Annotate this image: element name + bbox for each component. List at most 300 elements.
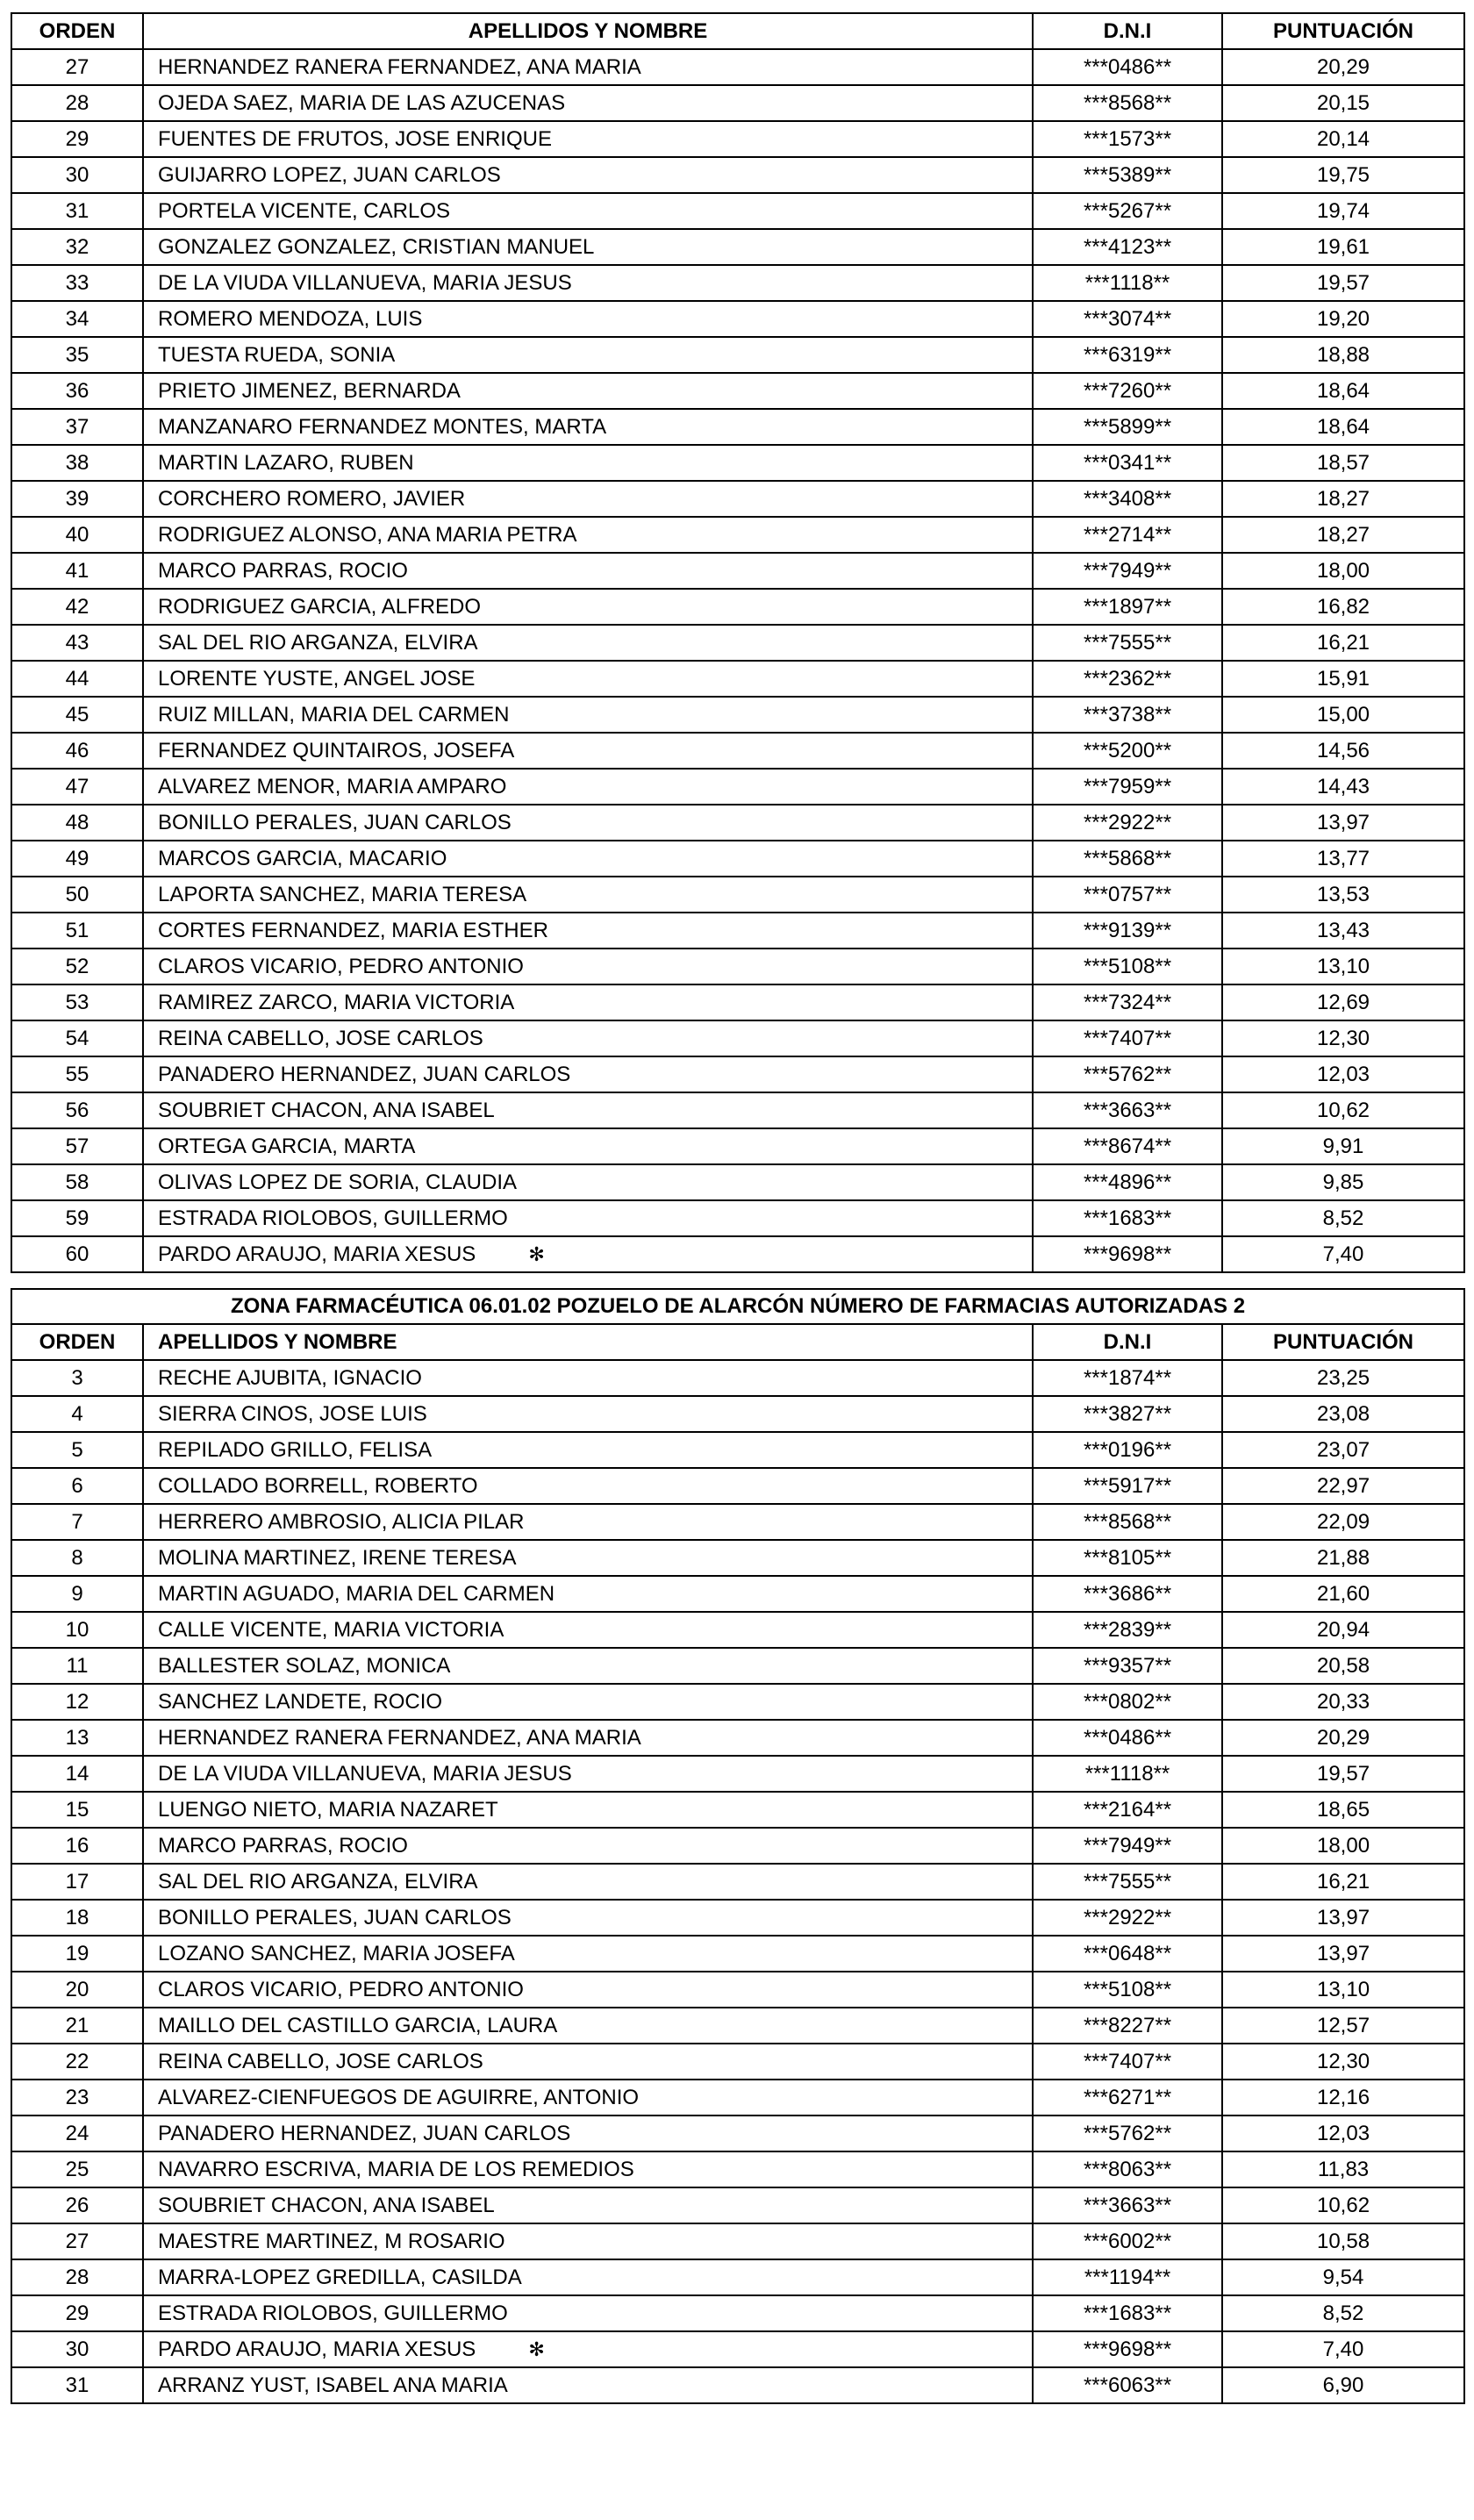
puntuacion-cell <box>1222 2223 1464 2259</box>
orden-cell <box>11 2008 143 2044</box>
puntuacion-cell-text: 21,60 <box>1316 1582 1370 1606</box>
dni-cell-text: ***1897** <box>1083 595 1172 619</box>
dni-cell <box>1033 625 1222 661</box>
puntuacion-cell <box>1222 229 1464 265</box>
nombre-cell <box>143 2367 1033 2403</box>
table-row <box>11 1972 1464 2008</box>
orden-cell-text: 23 <box>65 2086 89 2109</box>
puntuacion-cell-text: 13,97 <box>1316 811 1370 834</box>
puntuacion-cell-text: 12,03 <box>1316 1063 1370 1086</box>
puntuacion-cell-text: 20,94 <box>1316 1618 1370 1642</box>
orden-cell-text: 30 <box>65 163 89 187</box>
puntuacion-cell <box>1222 1900 1464 1936</box>
dni-cell <box>1033 2080 1222 2116</box>
dni-cell-text: ***6002** <box>1083 2230 1172 2253</box>
puntuacion-cell <box>1222 769 1464 805</box>
orden-cell-text: 24 <box>65 2122 89 2145</box>
nombre-cell-text: GONZALEZ GONZALEZ, CRISTIAN MANUEL <box>158 235 595 259</box>
table-row <box>11 1828 1464 1864</box>
puntuacion-cell <box>1222 373 1464 409</box>
header-nombre: APELLIDOS Y NOMBRE <box>143 1324 1033 1360</box>
orden-cell <box>11 1432 143 1468</box>
puntuacion-cell-text: 20,58 <box>1316 1654 1370 1678</box>
orden-cell-text: 57 <box>65 1135 89 1158</box>
orden-cell <box>11 157 143 193</box>
puntuacion-cell <box>1222 1540 1464 1576</box>
orden-cell <box>11 1756 143 1792</box>
nombre-cell-text: RODRIGUEZ ALONSO, ANA MARIA PETRA <box>158 523 577 547</box>
nombre-cell-text: ALVAREZ-CIENFUEGOS DE AGUIRRE, ANTONIO <box>158 2086 640 2109</box>
dni-cell <box>1033 1432 1222 1468</box>
puntuacion-cell-text: 18,00 <box>1316 1834 1370 1858</box>
orden-cell-text: 10 <box>65 1618 89 1642</box>
puntuacion-cell <box>1222 1432 1464 1468</box>
nombre-cell-text: CLAROS VICARIO, PEDRO ANTONIO <box>158 955 524 978</box>
table-row <box>11 1128 1464 1164</box>
puntuacion-cell <box>1222 2187 1464 2223</box>
puntuacion-cell <box>1222 1360 1464 1396</box>
nombre-cell <box>143 1128 1033 1164</box>
orden-cell-text: 19 <box>65 1942 89 1965</box>
orden-cell <box>11 1020 143 1056</box>
puntuacion-cell <box>1222 625 1464 661</box>
dni-cell <box>1033 1936 1222 1972</box>
nombre-cell-text: MARTIN AGUADO, MARIA DEL CARMEN <box>158 1582 555 1606</box>
orden-cell <box>11 1720 143 1756</box>
header-nombre: APELLIDOS Y NOMBRE <box>143 13 1033 49</box>
dni-cell-text: ***1573** <box>1083 127 1172 151</box>
puntuacion-cell <box>1222 193 1464 229</box>
orden-cell-text: 13 <box>65 1726 89 1750</box>
puntuacion-cell-text: 18,88 <box>1316 343 1370 367</box>
puntuacion-cell <box>1222 841 1464 877</box>
dni-cell-text: ***7555** <box>1083 1870 1172 1894</box>
puntuacion-cell <box>1222 1200 1464 1236</box>
nombre-cell <box>143 49 1033 85</box>
nombre-cell-text: RODRIGUEZ GARCIA, ALFREDO <box>158 595 482 619</box>
nombre-cell <box>143 2331 1033 2367</box>
dni-cell <box>1033 2151 1222 2187</box>
nombre-cell <box>143 1164 1033 1200</box>
orden-cell-text: 34 <box>65 307 89 331</box>
nombre-cell <box>143 2295 1033 2331</box>
puntuacion-cell-text: 9,91 <box>1322 1135 1364 1158</box>
puntuacion-cell-text: 20,15 <box>1316 91 1370 115</box>
puntuacion-cell <box>1222 2331 1464 2367</box>
orden-cell-text: 41 <box>65 559 89 583</box>
puntuacion-cell-text: 8,52 <box>1322 1206 1364 1230</box>
orden-cell-text: 7 <box>71 1510 83 1534</box>
nombre-cell-text: CORTES FERNANDEZ, MARIA ESTHER <box>158 919 548 942</box>
orden-cell <box>11 481 143 517</box>
nombre-cell <box>143 697 1033 733</box>
dni-cell-text: ***7555** <box>1083 631 1172 655</box>
puntuacion-cell <box>1222 409 1464 445</box>
orden-cell-text: 31 <box>65 2373 89 2397</box>
orden-cell <box>11 1972 143 2008</box>
dni-cell-text: ***9357** <box>1083 1654 1172 1678</box>
puntuacion-cell-text: 19,75 <box>1316 163 1370 187</box>
puntuacion-cell <box>1222 1792 1464 1828</box>
orden-cell-text: 54 <box>65 1027 89 1050</box>
orden-cell-text: 42 <box>65 595 89 619</box>
dni-cell-text: ***0802** <box>1083 1690 1172 1714</box>
dni-cell <box>1033 553 1222 589</box>
nombre-cell <box>143 805 1033 841</box>
dni-cell <box>1033 1396 1222 1432</box>
orden-cell-text: 14 <box>65 1762 89 1786</box>
orden-cell-text: 21 <box>65 2014 89 2037</box>
dni-cell <box>1033 265 1222 301</box>
puntuacion-cell <box>1222 661 1464 697</box>
header-puntuacion: PUNTUACIÓN <box>1222 13 1464 49</box>
nombre-cell-text: PARDO ARAUJO, MARIA XESUS <box>158 1242 476 1266</box>
puntuacion-cell <box>1222 877 1464 913</box>
puntuacion-cell-text: 12,03 <box>1316 2122 1370 2145</box>
table-row <box>11 769 1464 805</box>
orden-cell <box>11 589 143 625</box>
table-row <box>11 1164 1464 1200</box>
orden-cell-text: 11 <box>66 1654 89 1678</box>
puntuacion-cell-text: 18,65 <box>1316 1798 1370 1822</box>
nombre-cell <box>143 1828 1033 1864</box>
puntuacion-cell <box>1222 1936 1464 1972</box>
nombre-cell-text: MARCOS GARCIA, MACARIO <box>158 847 447 870</box>
nombre-cell <box>143 1936 1033 1972</box>
puntuacion-cell-text: 22,97 <box>1316 1474 1370 1498</box>
dni-cell-text: ***2922** <box>1083 1906 1172 1929</box>
dni-cell <box>1033 301 1222 337</box>
orden-cell-text: 52 <box>65 955 89 978</box>
orden-cell-text: 39 <box>65 487 89 511</box>
table-row <box>11 2259 1464 2295</box>
dni-cell-text: ***5917** <box>1083 1474 1172 1498</box>
table-row <box>11 409 1464 445</box>
orden-cell-text: 26 <box>65 2194 89 2217</box>
table-row <box>11 841 1464 877</box>
orden-cell <box>11 1864 143 1900</box>
puntuacion-cell-text: 12,30 <box>1316 2050 1370 2073</box>
puntuacion-cell <box>1222 1164 1464 1200</box>
nombre-cell-text: LAPORTA SANCHEZ, MARIA TERESA <box>158 883 527 906</box>
table-row <box>11 2367 1464 2403</box>
puntuacion-cell <box>1222 1684 1464 1720</box>
puntuacion-cell-text: 12,16 <box>1316 2086 1370 2109</box>
dni-cell-text: ***8227** <box>1083 2014 1172 2037</box>
nombre-cell-text: ARRANZ YUST, ISABEL ANA MARIA <box>158 2373 508 2397</box>
puntuacion-cell <box>1222 265 1464 301</box>
dni-cell <box>1033 1684 1222 1720</box>
orden-cell <box>11 805 143 841</box>
nombre-cell <box>143 589 1033 625</box>
nombre-cell <box>143 841 1033 877</box>
orden-cell <box>11 1684 143 1720</box>
orden-cell-text: 12 <box>65 1690 89 1714</box>
header-dni: D.N.I <box>1033 1324 1222 1360</box>
table-row <box>11 1432 1464 1468</box>
nombre-cell-text: HERRERO AMBROSIO, ALICIA PILAR <box>158 1510 525 1534</box>
dni-cell-text: ***1874** <box>1083 1366 1172 1390</box>
nombre-cell-text: CLAROS VICARIO, PEDRO ANTONIO <box>158 1978 524 2001</box>
table-row <box>11 373 1464 409</box>
nombre-cell-text: CORCHERO ROMERO, JAVIER <box>158 487 466 511</box>
nombre-cell <box>143 1684 1033 1720</box>
dni-cell <box>1033 1020 1222 1056</box>
dni-cell-text: ***0486** <box>1083 55 1172 79</box>
puntuacion-cell-text: 7,40 <box>1322 2337 1364 2361</box>
puntuacion-cell-text: 13,10 <box>1316 955 1370 978</box>
puntuacion-cell <box>1222 85 1464 121</box>
dni-cell-text: ***6319** <box>1083 343 1172 367</box>
nombre-cell <box>143 1504 1033 1540</box>
puntuacion-cell <box>1222 2259 1464 2295</box>
puntuacion-cell-text: 23,07 <box>1316 1438 1370 1462</box>
dni-cell <box>1033 984 1222 1020</box>
nombre-cell <box>143 1236 1033 1272</box>
orden-cell-text: 8 <box>71 1546 83 1570</box>
orden-cell-text: 18 <box>65 1906 89 1929</box>
nombre-cell-text: PANADERO HERNANDEZ, JUAN CARLOS <box>158 2122 571 2145</box>
table-row <box>11 984 1464 1020</box>
nombre-cell-text: MOLINA MARTINEZ, IRENE TERESA <box>158 1546 517 1570</box>
dni-cell-text: ***3738** <box>1083 703 1172 727</box>
orden-cell <box>11 1468 143 1504</box>
table-row <box>11 2116 1464 2151</box>
dni-cell-text: ***5267** <box>1083 199 1172 223</box>
puntuacion-cell-text: 9,85 <box>1322 1171 1364 1194</box>
puntuacion-cell-text: 16,82 <box>1316 595 1370 619</box>
dni-cell <box>1033 1900 1222 1936</box>
table-row <box>11 1684 1464 1720</box>
nombre-cell <box>143 1432 1033 1468</box>
nombre-cell <box>143 2044 1033 2080</box>
puntuacion-cell-text: 18,64 <box>1316 415 1370 439</box>
orden-cell-text: 40 <box>65 523 89 547</box>
nombre-cell <box>143 1720 1033 1756</box>
nombre-cell <box>143 1756 1033 1792</box>
puntuacion-cell-text: 19,57 <box>1316 271 1370 295</box>
dni-cell <box>1033 1128 1222 1164</box>
nombre-cell-text: PARDO ARAUJO, MARIA XESUS <box>158 2337 476 2361</box>
puntuacion-cell-text: 10,58 <box>1316 2230 1370 2253</box>
dni-cell <box>1033 2367 1222 2403</box>
zone-title: ZONA FARMACÉUTICA 06.01.02 POZUELO DE ALARCÓN NÚMERO DE FARMACIAS AUTORIZADAS 2 <box>11 1289 1464 1324</box>
orden-cell <box>11 1792 143 1828</box>
orden-cell-text: 36 <box>65 379 89 403</box>
orden-cell-text: 43 <box>65 631 89 655</box>
nombre-cell-text: OJEDA SAEZ, MARIA DE LAS AZUCENAS <box>158 91 566 115</box>
orden-cell <box>11 85 143 121</box>
orden-cell-text: 5 <box>71 1438 83 1462</box>
puntuacion-cell-text: 19,61 <box>1316 235 1370 259</box>
nombre-cell <box>143 1056 1033 1092</box>
orden-cell-text: 51 <box>65 919 89 942</box>
puntuacion-cell-text: 13,43 <box>1316 919 1370 942</box>
dni-cell-text: ***7407** <box>1083 1027 1172 1050</box>
dni-cell <box>1033 2331 1222 2367</box>
puntuacion-cell-text: 20,29 <box>1316 1726 1370 1750</box>
nombre-cell-text: RECHE AJUBITA, IGNACIO <box>158 1366 422 1390</box>
nombre-cell-text: BONILLO PERALES, JUAN CARLOS <box>158 811 512 834</box>
puntuacion-cell <box>1222 1468 1464 1504</box>
dni-cell-text: ***6271** <box>1083 2086 1172 2109</box>
nombre-cell-text: REINA CABELLO, JOSE CARLOS <box>158 1027 483 1050</box>
table-row <box>11 2223 1464 2259</box>
table-row <box>11 49 1464 85</box>
dni-cell <box>1033 121 1222 157</box>
orden-cell <box>11 877 143 913</box>
table-row <box>11 1720 1464 1756</box>
orden-cell-text: 50 <box>65 883 89 906</box>
puntuacion-cell-text: 14,43 <box>1316 775 1370 798</box>
orden-cell-text: 33 <box>65 271 89 295</box>
dni-cell <box>1033 1504 1222 1540</box>
puntuacion-cell <box>1222 1648 1464 1684</box>
dni-cell-text: ***0757** <box>1083 883 1172 906</box>
dni-cell <box>1033 481 1222 517</box>
table-row <box>11 1020 1464 1056</box>
orden-cell-text: 35 <box>65 343 89 367</box>
nombre-cell <box>143 445 1033 481</box>
puntuacion-cell <box>1222 1020 1464 1056</box>
nombre-cell-text: FUENTES DE FRUTOS, JOSE ENRIQUE <box>158 127 552 151</box>
orden-cell <box>11 1092 143 1128</box>
table-row <box>11 1936 1464 1972</box>
puntuacion-cell <box>1222 913 1464 949</box>
orden-cell <box>11 733 143 769</box>
table-row <box>11 697 1464 733</box>
puntuacion-cell <box>1222 1056 1464 1092</box>
orden-cell <box>11 337 143 373</box>
orden-cell-text: 59 <box>65 1206 89 1230</box>
puntuacion-cell <box>1222 337 1464 373</box>
nombre-cell-text: ALVAREZ MENOR, MARIA AMPARO <box>158 775 507 798</box>
puntuacion-cell <box>1222 1128 1464 1164</box>
table-row <box>11 1360 1464 1396</box>
puntuacion-cell <box>1222 805 1464 841</box>
orden-cell <box>11 2223 143 2259</box>
orden-cell <box>11 193 143 229</box>
dni-cell-text: ***5108** <box>1083 1978 1172 2001</box>
puntuacion-cell-text: 16,21 <box>1316 631 1370 655</box>
orden-cell <box>11 1648 143 1684</box>
dni-cell <box>1033 697 1222 733</box>
nombre-cell-text: TUESTA RUEDA, SONIA <box>158 343 396 367</box>
nombre-cell-text: GUIJARRO LOPEZ, JUAN CARLOS <box>158 163 501 187</box>
dni-cell <box>1033 1972 1222 2008</box>
dni-cell <box>1033 1612 1222 1648</box>
nombre-cell-text: HERNANDEZ RANERA FERNANDEZ, ANA MARIA <box>158 55 641 79</box>
orden-cell-text: 6 <box>71 1474 83 1498</box>
dni-cell-text: ***3827** <box>1083 1402 1172 1426</box>
orden-cell <box>11 121 143 157</box>
dni-cell <box>1033 2008 1222 2044</box>
orden-cell-text: 46 <box>65 739 89 762</box>
nombre-cell-text: REINA CABELLO, JOSE CARLOS <box>158 2050 483 2073</box>
nombre-cell-text: RAMIREZ ZARCO, MARIA VICTORIA <box>158 991 515 1014</box>
table-row <box>11 589 1464 625</box>
nombre-cell <box>143 337 1033 373</box>
header-row <box>11 13 1464 49</box>
dni-cell <box>1033 229 1222 265</box>
nombre-cell <box>143 193 1033 229</box>
nombre-cell <box>143 85 1033 121</box>
ranking-table-1 <box>11 12 1465 1273</box>
orden-cell-text: 25 <box>65 2158 89 2181</box>
table-row <box>11 193 1464 229</box>
puntuacion-cell <box>1222 157 1464 193</box>
puntuacion-cell-text: 23,25 <box>1316 1366 1370 1390</box>
nombre-cell-text: SOUBRIET CHACON, ANA ISABEL <box>158 1099 495 1122</box>
puntuacion-cell <box>1222 1576 1464 1612</box>
table-row <box>11 1540 1464 1576</box>
nombre-cell <box>143 2080 1033 2116</box>
orden-cell <box>11 301 143 337</box>
puntuacion-cell-text: 18,57 <box>1316 451 1370 475</box>
nombre-cell <box>143 1360 1033 1396</box>
puntuacion-cell-text: 23,08 <box>1316 1402 1370 1426</box>
orden-cell <box>11 625 143 661</box>
nombre-cell-text: SAL DEL RIO ARGANZA, ELVIRA <box>158 1870 478 1894</box>
nombre-cell-text: MAESTRE MARTINEZ, M ROSARIO <box>158 2230 505 2253</box>
table-row <box>11 1864 1464 1900</box>
nombre-cell-text: HERNANDEZ RANERA FERNANDEZ, ANA MARIA <box>158 1726 641 1750</box>
orden-cell <box>11 1360 143 1396</box>
dni-cell-text: ***8063** <box>1083 2158 1172 2181</box>
table-row <box>11 2044 1464 2080</box>
orden-cell <box>11 2187 143 2223</box>
nombre-cell-text: MAILLO DEL CASTILLO GARCIA, LAURA <box>158 2014 558 2037</box>
orden-cell-text: 30 <box>65 2337 89 2361</box>
table-row <box>11 265 1464 301</box>
nombre-cell <box>143 661 1033 697</box>
nombre-cell <box>143 1020 1033 1056</box>
table-row <box>11 85 1464 121</box>
dni-cell <box>1033 409 1222 445</box>
nombre-cell <box>143 301 1033 337</box>
table-row <box>11 1576 1464 1612</box>
orden-cell-text: 29 <box>65 127 89 151</box>
nombre-cell <box>143 1200 1033 1236</box>
dni-cell <box>1033 2044 1222 2080</box>
nombre-cell-text: MARTIN LAZARO, RUBEN <box>158 451 414 475</box>
table-row <box>11 1756 1464 1792</box>
asterisk-mark-icon: ✻ <box>528 1243 545 1265</box>
nombre-cell-text: PRIETO JIMENEZ, BERNARDA <box>158 379 461 403</box>
nombre-cell <box>143 553 1033 589</box>
orden-cell-text: 22 <box>65 2050 89 2073</box>
nombre-cell-text: ROMERO MENDOZA, LUIS <box>158 307 423 331</box>
orden-cell-text: 9 <box>71 1582 83 1606</box>
nombre-cell <box>143 1864 1033 1900</box>
dni-cell-text: ***3686** <box>1083 1582 1172 1606</box>
orden-cell-text: 15 <box>65 1798 89 1822</box>
dni-cell-text: ***9698** <box>1083 2337 1172 2361</box>
puntuacion-cell <box>1222 301 1464 337</box>
orden-cell-text: 29 <box>65 2302 89 2325</box>
nombre-cell <box>143 1468 1033 1504</box>
nombre-cell <box>143 1612 1033 1648</box>
puntuacion-cell <box>1222 984 1464 1020</box>
dni-cell-text: ***5899** <box>1083 415 1172 439</box>
puntuacion-cell-text: 15,91 <box>1316 667 1370 691</box>
puntuacion-cell <box>1222 949 1464 984</box>
dni-cell <box>1033 2116 1222 2151</box>
table-row <box>11 1092 1464 1128</box>
dni-cell <box>1033 877 1222 913</box>
nombre-cell <box>143 1648 1033 1684</box>
nombre-cell <box>143 517 1033 553</box>
